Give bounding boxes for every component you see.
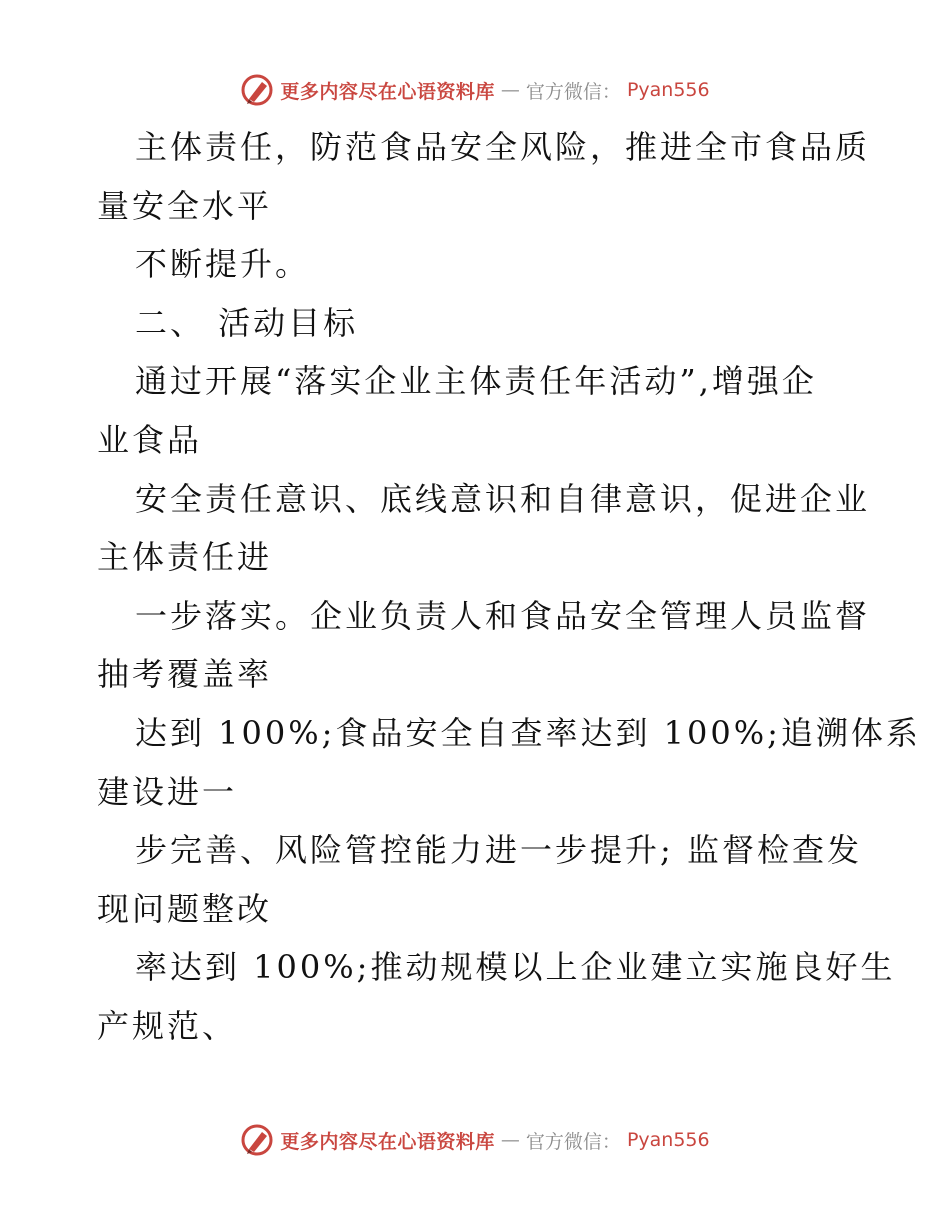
- watermark-id: Pyan556: [626, 1129, 710, 1151]
- text-line: 不断提升。: [135, 245, 311, 284]
- pen-logo-icon: [240, 1123, 274, 1157]
- text-line: 量安全水平: [97, 186, 273, 225]
- text-line: 产规范、: [97, 1006, 238, 1045]
- watermark-id: Pyan556: [626, 79, 710, 101]
- watermark-dash: —: [500, 1129, 520, 1151]
- watermark-title: 更多内容尽在心语资料库: [280, 1130, 495, 1153]
- header-watermark: [0, 70, 950, 110]
- text-line: 建设进一: [97, 772, 238, 811]
- pen-logo-icon: [240, 73, 274, 107]
- text-line: 二、 活动目标: [135, 303, 359, 342]
- watermark-label: 官方微信：: [525, 80, 621, 103]
- text-line: 通过开展“落实企业主体责任年活动”,增强企: [135, 362, 817, 401]
- watermark-dash: —: [500, 79, 520, 101]
- text-line: 达到 100%;食品安全自查率达到 100%;追溯体系: [135, 713, 921, 752]
- watermark-title: 更多内容尽在心语资料库: [280, 80, 495, 103]
- document-body: [97, 118, 921, 1056]
- text-line: 现问题整改: [97, 889, 273, 928]
- footer-watermark: [0, 1120, 950, 1160]
- text-line: 主体责任，防范食品安全风险，推进全市食品质: [135, 128, 871, 166]
- text-line: 主体责任进: [97, 538, 273, 577]
- text-line: 一步落实。企业负责人和食品安全管理人员监督: [135, 596, 871, 635]
- text-line: 业食品: [97, 420, 203, 459]
- watermark-label: 官方微信：: [525, 1130, 621, 1153]
- text-line: 率达到 100%;推动规模以上企业建立实施良好生: [135, 948, 896, 987]
- text-line: 抽考覆盖率: [97, 655, 273, 694]
- text-line: 安全责任意识、底线意识和自律意识，促进企业: [135, 479, 871, 518]
- text-line: 步完善、风险管控能力进一步提升; 监督检查发: [135, 831, 862, 870]
